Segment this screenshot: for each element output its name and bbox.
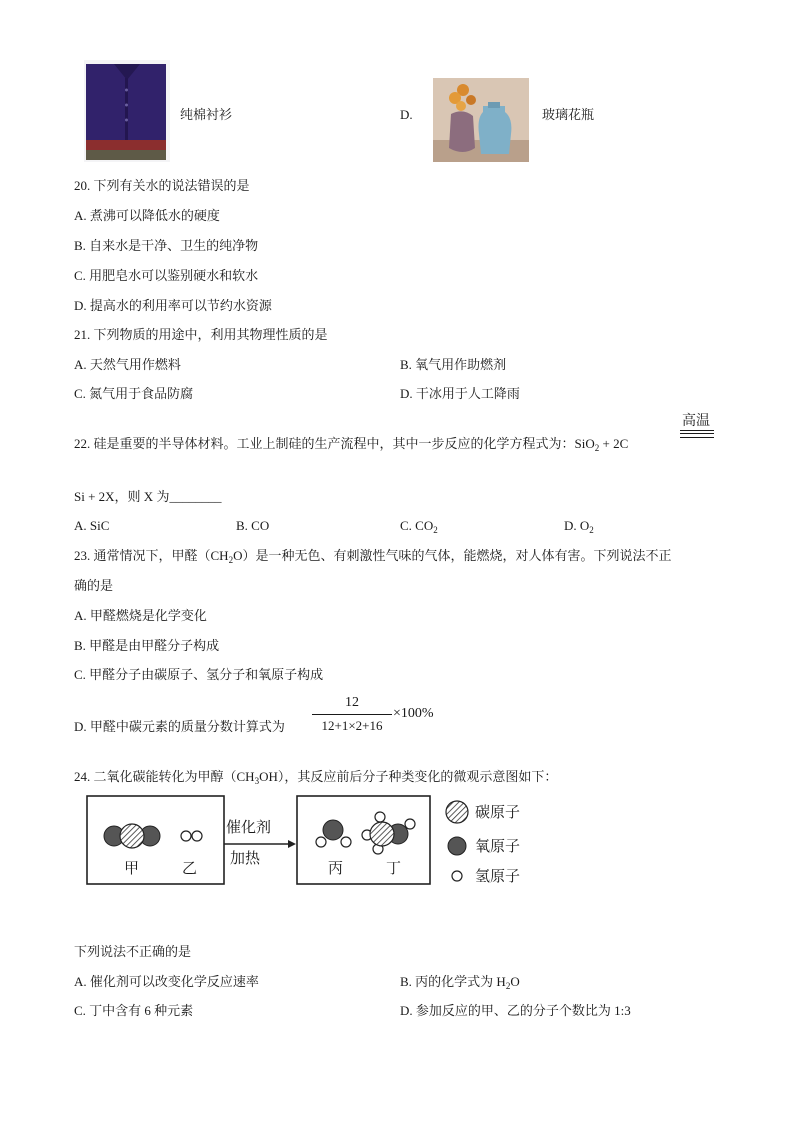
option-c-label: 纯棉衬衫	[180, 107, 233, 122]
q24-stem-sub: 3	[254, 776, 260, 786]
legend-hydrogen-icon	[452, 871, 462, 881]
q23-stem-line2: 确的是	[74, 578, 114, 593]
q23-fraction-denominator: 12+1×2+16	[321, 718, 383, 733]
q24-option-b-sub: 2	[505, 981, 511, 991]
q20-option-c: C. 用肥皂水可以鉴别硬水和软水	[74, 268, 259, 283]
q21-option-c: C. 氮气用于食品防腐	[74, 386, 194, 401]
q22-option-d	[564, 518, 594, 534]
vase-image	[433, 78, 529, 162]
label-bing: 丙	[328, 859, 344, 877]
q23-stem-b: O）是一种无色、有刺激性气味的气体，能燃烧，对人体有害。下列说法不正	[233, 548, 672, 563]
q20-option-a: A. 煮沸可以降低水的硬度	[74, 208, 220, 223]
q21-option-d: D. 干冰用于人工降雨	[400, 386, 520, 401]
q23-option-d: D. 甲醛中碳元素的质量分数计算式为	[74, 719, 285, 734]
q22-stem	[74, 436, 628, 452]
q21-option-a: A. 天然气用作燃料	[74, 357, 181, 372]
q23-stem-a: 23. 通常情况下，甲醛（CH	[74, 548, 229, 563]
co2-carbon	[120, 824, 144, 848]
methanol-hydrogen-top	[375, 812, 385, 822]
q21-stem: 21. 下列物质的用途中，利用其物理性质的是	[74, 327, 328, 342]
q22-condition: 高温	[682, 414, 710, 429]
q21-option-b: B. 氧气用作助燃剂	[400, 357, 507, 372]
reaction-diagram	[80, 790, 540, 900]
label-jia: 甲	[124, 859, 140, 877]
q24-option-d: D. 参加反应的甲、乙的分子个数比为 1:3	[400, 1003, 631, 1018]
h2o-hydrogen-2	[341, 837, 351, 847]
q24-prompt: 下列说法不正确的是	[74, 944, 192, 959]
label-ding: 丁	[386, 859, 402, 877]
shirts-image	[84, 60, 170, 162]
label-heat: 加热	[230, 849, 261, 867]
q24-option-a: A. 催化剂可以改变化学反应速率	[74, 974, 259, 989]
legend-carbon-icon	[446, 801, 468, 823]
legend-oxygen-label: 氧原子	[475, 837, 521, 855]
q23-stem-line1	[74, 548, 671, 564]
legend-carbon-label: 碳原子	[475, 803, 521, 821]
h2-atom-2	[192, 831, 202, 841]
q20-option-b: B. 自来水是干净、卫生的纯净物	[74, 238, 259, 253]
q23-stem-sub: 2	[228, 555, 234, 565]
label-catalyst: 催化剂	[226, 818, 272, 836]
q22-equals-sign-inner	[680, 433, 714, 434]
reaction-arrow-head	[288, 840, 296, 848]
q24-option-c: C. 丁中含有 6 种元素	[74, 1003, 194, 1018]
q24-option-b-text: B. 丙的化学式为 H	[400, 974, 506, 989]
q22-equals-sign	[680, 430, 714, 438]
methanol-carbon	[370, 822, 394, 846]
h2o-hydrogen-1	[316, 837, 326, 847]
q22-line2: Si + 2X，则 X 为________	[74, 489, 222, 504]
q22-stem-text: 22. 硅是重要的半导体材料。工业上制硅的生产流程中，其中一步反应的化学方程式为：SiO	[74, 436, 595, 451]
q23-option-c: C. 甲醛分子由碳原子、氢分子和氧原子构成	[74, 667, 324, 682]
q22-option-a: A. SiC	[74, 518, 110, 533]
label-yi: 乙	[182, 859, 198, 877]
h2o-oxygen	[323, 820, 343, 840]
q23-option-a: A. 甲醛燃烧是化学变化	[74, 608, 207, 623]
legend-hydrogen-label: 氢原子	[475, 867, 521, 885]
q20-option-d: D. 提高水的利用率可以节约水资源	[74, 298, 272, 313]
q23-fraction-bar	[312, 714, 392, 715]
q24-stem-b: OH），其反应前后分子种类变化的微观示意图如下：	[259, 769, 558, 784]
methanol-hydrogen-right	[405, 819, 415, 829]
q22-option-c	[400, 518, 438, 534]
q22-stem-sub: 2	[594, 443, 600, 453]
q22-option-c-text: C. CO	[400, 518, 434, 533]
q22-option-c-sub: 2	[433, 525, 438, 535]
q22-option-d-sub: 2	[589, 525, 594, 535]
q24-stem	[74, 769, 557, 785]
q23-option-b: B. 甲醛是由甲醛分子构成	[74, 638, 220, 653]
option-d-letter: D.	[400, 107, 413, 122]
q22-option-d-text: D. O	[564, 518, 590, 533]
h2-atom-1	[181, 831, 191, 841]
q22-stem-tail: + 2C	[599, 436, 629, 451]
q24-option-b-tail: O	[510, 974, 520, 989]
q24-option-b	[400, 974, 520, 990]
option-d-label: 玻璃花瓶	[542, 107, 595, 122]
legend-oxygen-icon	[448, 837, 466, 855]
q23-fraction-tail: ×100%	[393, 706, 434, 721]
q22-option-b: B. CO	[236, 518, 270, 533]
q23-fraction-numerator: 12	[345, 695, 359, 710]
q20-stem: 20. 下列有关水的说法错误的是	[74, 178, 250, 193]
q24-stem-a: 24. 二氧化碳能转化为甲醇（CH	[74, 769, 255, 784]
